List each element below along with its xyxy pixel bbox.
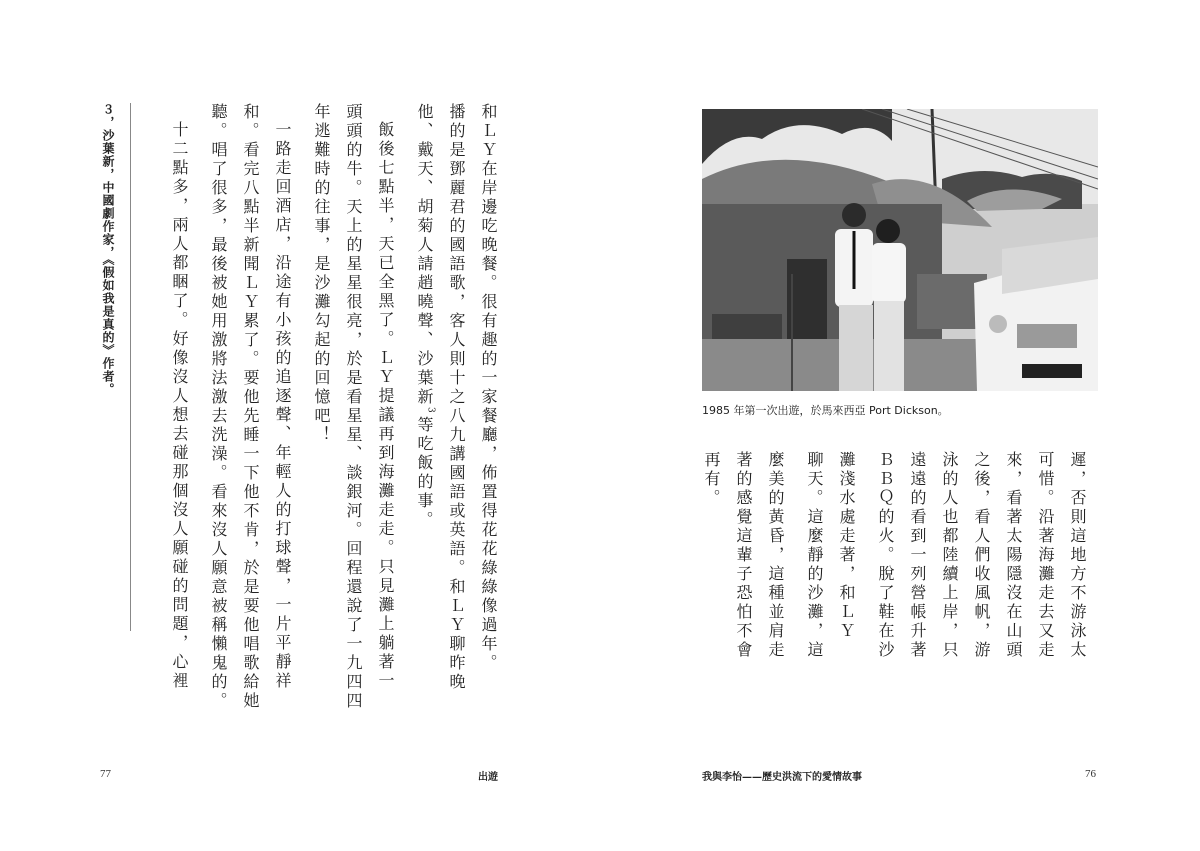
text-column-r1: 遲，否則這地方不游泳太 — [1068, 451, 1087, 660]
text-column-3-tail: 等吃飯的事。 — [415, 415, 434, 530]
photo — [702, 109, 1098, 391]
running-head-left: 出遊 — [478, 772, 498, 783]
text-column-r10: 麼美的黃昏，這種並肩走 — [766, 451, 785, 660]
text-column-r4: 之後，看人們收風帆，游 — [972, 451, 991, 660]
text-column-7: 一路走回酒店，沿途有小孩的追逐聲、年輕人的打球聲，一片平靜祥 — [273, 121, 292, 691]
text-column-5: 頭頭的牛。天上的星星很亮，於是看星星、談銀河。回程還說了一九四四 — [344, 103, 363, 711]
text-column-r2: 可惜。沿著海灘走去又走 — [1036, 451, 1055, 660]
text-column-r9: 聊天。這麼靜的沙灘，這 — [805, 451, 824, 660]
text-column-8: 和。看完八點半新聞ＬＹ累了。要他先睡一下他不肯，於是要他唱歌給她 — [241, 103, 260, 711]
footnote: ３，沙葉新，中國劇作家，《假如我是真的》作者。 — [101, 103, 115, 396]
text-column-r12: 再有。 — [702, 451, 721, 508]
text-column-r11: 著的感覺這輩子恐怕不會 — [734, 451, 753, 660]
text-column-4: 飯後七點半，天已全黑了。ＬＹ提議再到海灘走走。只見灘上躺著一 — [376, 121, 395, 691]
text-column-9: 聽。唱了很多，最後被她用激將法激去洗澡。看來沒人願意被稱懶鬼的。 — [209, 103, 228, 711]
text-column-1: 和ＬＹ在岸邊吃晚餐。很有趣的一家餐廳，佈置得花花綠綠像過年。 — [479, 103, 498, 673]
page-number-left: 77 — [100, 768, 111, 780]
text-column-10: 十二點多，兩人都睏了。好像沒人想去碰那個沒人願碰的問題，心裡 — [170, 121, 189, 691]
text-column-6: 年逃難時的往事，是沙灘勾起的回憶吧！ — [312, 103, 331, 445]
footnote-marker: 3 — [425, 407, 436, 416]
text-column-3-main: 他、戴天、胡菊人請趙曉聲、沙葉新 — [415, 103, 434, 407]
text-column-3 — [415, 103, 439, 530]
text-column-r3: 來，看著太陽隱沒在山頭 — [1004, 451, 1023, 660]
text-column-r6: 遠遠的看到一列營帳升著 — [908, 451, 927, 660]
page-number-right: 76 — [1085, 768, 1096, 780]
photo-caption: 1985 年第一次出遊，於馬來西亞 Port Dickson。 — [702, 404, 949, 417]
text-column-r5: 泳的人也都陸續上岸，只 — [940, 451, 959, 660]
text-column-r8: 灘淺水處走著，和ＬＹ — [837, 451, 856, 641]
text-column-r7: ＢＢＱ的火。脫了鞋在沙 — [876, 451, 895, 660]
running-head-right: 我與李怡——歷史洪流下的愛情故事 — [702, 772, 862, 783]
footnote-divider — [130, 103, 131, 631]
photo-illustration — [702, 109, 1098, 391]
text-column-2: 播的是鄧麗君的國語歌，客人則十之八九講國語或英語。和ＬＹ聊昨晚 — [447, 103, 466, 692]
